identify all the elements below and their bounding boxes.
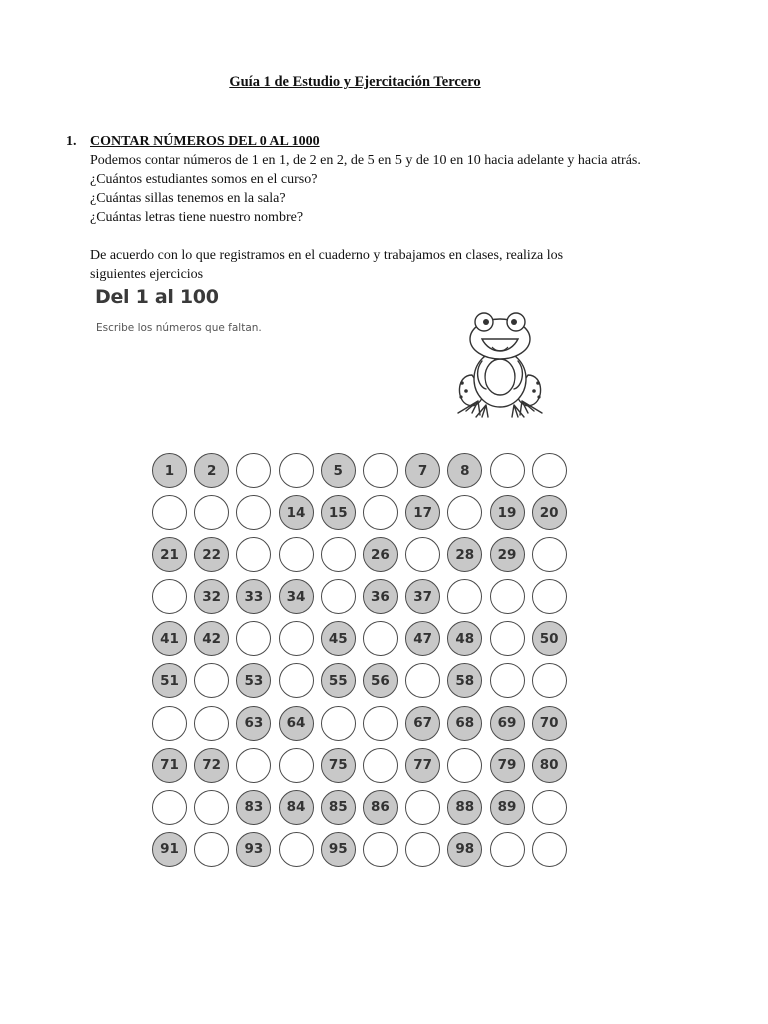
- number-circle: 22: [194, 537, 229, 572]
- body-line: ¿Cuántos estudiantes somos en el curso?: [90, 172, 318, 187]
- number-circle: 15: [321, 495, 356, 530]
- number-circle: 98: [447, 832, 482, 867]
- blank-number-circle[interactable]: [279, 832, 314, 867]
- number-circle: 21: [152, 537, 187, 572]
- blank-number-circle[interactable]: [447, 748, 482, 783]
- number-circle: 26: [363, 537, 398, 572]
- number-circle: 48: [447, 621, 482, 656]
- number-circle: 95: [321, 832, 356, 867]
- number-circle: 45: [321, 621, 356, 656]
- number-circle: 29: [490, 537, 525, 572]
- blank-number-circle[interactable]: [279, 621, 314, 656]
- blank-number-circle[interactable]: [236, 621, 271, 656]
- section-1: [66, 132, 706, 284]
- number-circle: 41: [152, 621, 187, 656]
- number-circle: 32: [194, 579, 229, 614]
- number-circle: 70: [532, 706, 567, 741]
- section-body: [90, 151, 706, 284]
- blank-number-circle[interactable]: [194, 706, 229, 741]
- number-circle: 67: [405, 706, 440, 741]
- blank-number-circle[interactable]: [363, 495, 398, 530]
- body-line: ¿Cuántas letras tiene nuestro nombre?: [90, 210, 304, 225]
- blank-number-circle[interactable]: [236, 748, 271, 783]
- number-circle: 80: [532, 748, 567, 783]
- number-circle: 33: [236, 579, 271, 614]
- blank-number-circle[interactable]: [236, 453, 271, 488]
- blank-number-circle[interactable]: [152, 579, 187, 614]
- number-circle: 28: [447, 537, 482, 572]
- number-circle: 89: [490, 790, 525, 825]
- exercise-title: Del 1 al 100: [95, 286, 219, 308]
- number-circle: 75: [321, 748, 356, 783]
- number-circle: 56: [363, 663, 398, 698]
- number-circle: 93: [236, 832, 271, 867]
- number-circle: 71: [152, 748, 187, 783]
- blank-number-circle[interactable]: [279, 453, 314, 488]
- spacer: [90, 227, 706, 246]
- blank-number-circle[interactable]: [490, 453, 525, 488]
- blank-number-circle[interactable]: [194, 790, 229, 825]
- body-line: Podemos contar números de 1 en 1, de 2 en 2, de 5 en 5 y de 10 en 10 hacia adelante y hacia atrás.: [90, 153, 641, 168]
- blank-number-circle[interactable]: [194, 495, 229, 530]
- instruction-line: De acuerdo con lo que registramos en el cuaderno y trabajamos en clases, realiza los: [90, 248, 564, 263]
- blank-number-circle[interactable]: [321, 537, 356, 572]
- number-circle: 34: [279, 579, 314, 614]
- blank-number-circle[interactable]: [236, 537, 271, 572]
- blank-number-circle[interactable]: [363, 706, 398, 741]
- blank-number-circle[interactable]: [405, 663, 440, 698]
- number-circle: 83: [236, 790, 271, 825]
- number-circle: 51: [152, 663, 187, 698]
- section-number: 1.: [66, 134, 77, 149]
- blank-number-circle[interactable]: [152, 495, 187, 530]
- number-grid: [152, 453, 569, 869]
- blank-number-circle[interactable]: [321, 579, 356, 614]
- blank-number-circle[interactable]: [490, 579, 525, 614]
- blank-number-circle[interactable]: [279, 537, 314, 572]
- blank-number-circle[interactable]: [363, 832, 398, 867]
- number-circle: 69: [490, 706, 525, 741]
- blank-number-circle[interactable]: [447, 579, 482, 614]
- number-circle: 1: [152, 453, 187, 488]
- number-circle: 14: [279, 495, 314, 530]
- number-circle: 55: [321, 663, 356, 698]
- blank-number-circle[interactable]: [194, 663, 229, 698]
- number-circle: 91: [152, 832, 187, 867]
- number-circle: 50: [532, 621, 567, 656]
- page-title: Guía 1 de Estudio y Ejercitación Tercero: [229, 74, 481, 90]
- number-circle: 64: [279, 706, 314, 741]
- blank-number-circle[interactable]: [532, 453, 567, 488]
- blank-number-circle[interactable]: [490, 621, 525, 656]
- number-circle: 36: [363, 579, 398, 614]
- number-circle: 5: [321, 453, 356, 488]
- number-circle: 37: [405, 579, 440, 614]
- frog-icon: [452, 305, 548, 421]
- blank-number-circle[interactable]: [321, 706, 356, 741]
- blank-number-circle[interactable]: [405, 537, 440, 572]
- number-circle: 77: [405, 748, 440, 783]
- blank-number-circle[interactable]: [532, 579, 567, 614]
- blank-number-circle[interactable]: [405, 790, 440, 825]
- blank-number-circle[interactable]: [363, 748, 398, 783]
- number-circle: 68: [447, 706, 482, 741]
- blank-number-circle[interactable]: [405, 832, 440, 867]
- number-circle: 84: [279, 790, 314, 825]
- blank-number-circle[interactable]: [532, 537, 567, 572]
- number-circle: 58: [447, 663, 482, 698]
- number-circle: 72: [194, 748, 229, 783]
- blank-number-circle[interactable]: [532, 832, 567, 867]
- blank-number-circle[interactable]: [447, 495, 482, 530]
- number-circle: 20: [532, 495, 567, 530]
- body-line: ¿Cuántas sillas tenemos en la sala?: [90, 191, 286, 206]
- blank-number-circle[interactable]: [152, 706, 187, 741]
- number-circle: 63: [236, 706, 271, 741]
- number-circle: 17: [405, 495, 440, 530]
- section-title: CONTAR NÚMEROS DEL 0 AL 1000: [90, 134, 320, 149]
- number-circle: 2: [194, 453, 229, 488]
- blank-number-circle[interactable]: [194, 832, 229, 867]
- instruction-line: siguientes ejercicios: [90, 267, 204, 282]
- number-circle: 88: [447, 790, 482, 825]
- blank-number-circle[interactable]: [236, 495, 271, 530]
- number-circle: 19: [490, 495, 525, 530]
- number-circle: 42: [194, 621, 229, 656]
- blank-number-circle[interactable]: [279, 748, 314, 783]
- number-circle: 79: [490, 748, 525, 783]
- section-heading: [66, 132, 706, 151]
- exercise-subtitle: Escribe los números que faltan.: [96, 322, 262, 334]
- blank-number-circle[interactable]: [152, 790, 187, 825]
- blank-number-circle[interactable]: [363, 453, 398, 488]
- number-circle: 85: [321, 790, 356, 825]
- number-circle: 53: [236, 663, 271, 698]
- blank-number-circle[interactable]: [490, 832, 525, 867]
- blank-number-circle[interactable]: [532, 790, 567, 825]
- blank-number-circle[interactable]: [279, 663, 314, 698]
- blank-number-circle[interactable]: [490, 663, 525, 698]
- number-circle: 7: [405, 453, 440, 488]
- blank-number-circle[interactable]: [363, 621, 398, 656]
- number-circle: 47: [405, 621, 440, 656]
- blank-number-circle[interactable]: [532, 663, 567, 698]
- number-circle: 86: [363, 790, 398, 825]
- number-circle: 8: [447, 453, 482, 488]
